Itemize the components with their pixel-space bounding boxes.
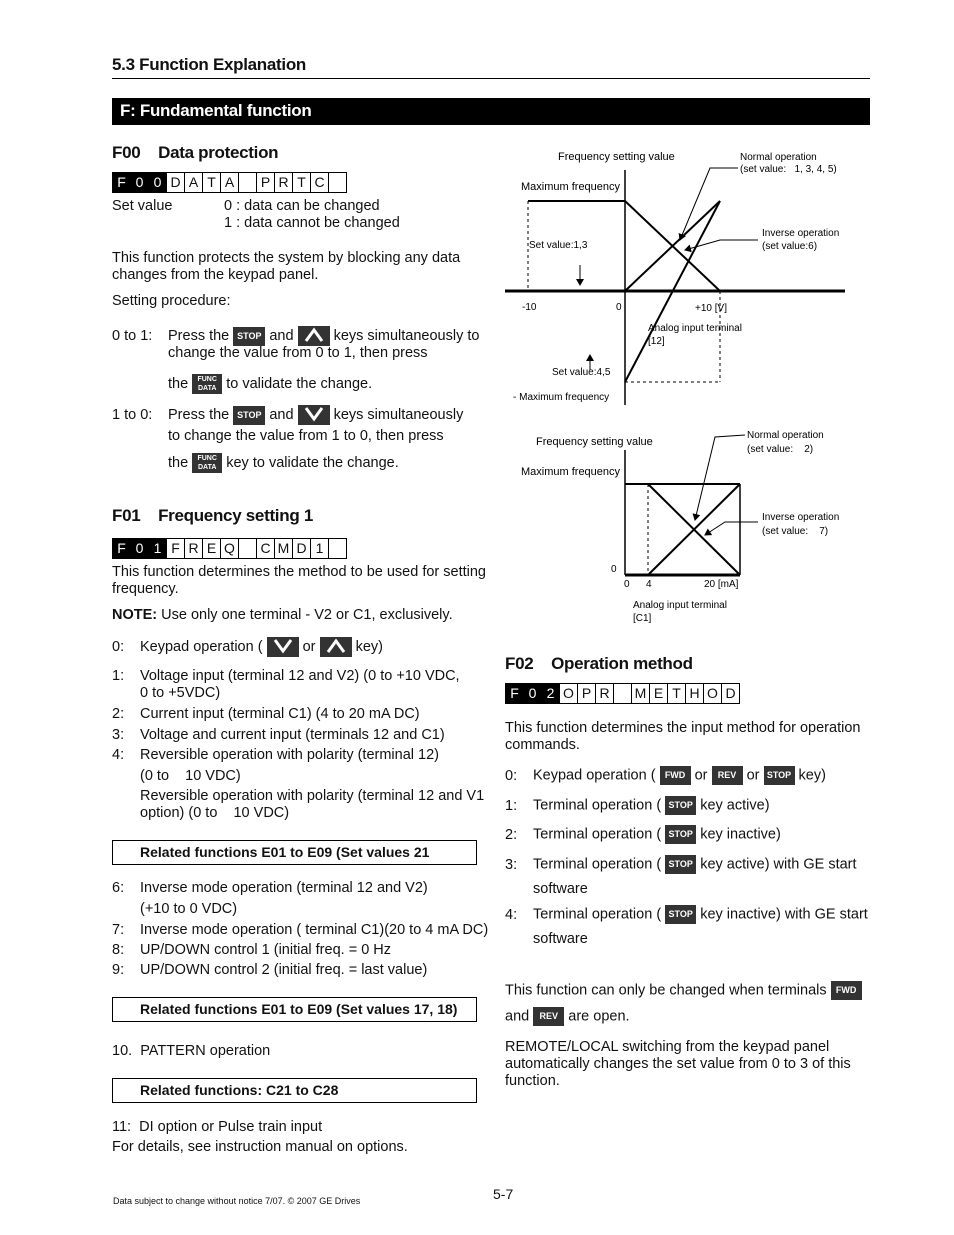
code-cell: 0: [130, 172, 149, 193]
f01-opt0-text-c: key): [355, 638, 383, 655]
f02-heading: F02 Operation method: [505, 654, 693, 673]
graph1-normal-label: Normal operation: [740, 152, 817, 163]
f02-opt2-text-b: key inactive): [700, 826, 781, 843]
f01-opt0-text-b: or: [302, 638, 316, 655]
f01-opt0-num: 0:: [112, 639, 125, 655]
code-cell: R: [274, 172, 293, 193]
code-cell: 0: [148, 172, 167, 193]
f00-step1-label: 0 to 1:: [112, 328, 153, 344]
graph2-tick-0: 0: [624, 579, 630, 590]
code-cell: 1: [310, 538, 329, 559]
f00-step2-text-e: the: [168, 454, 189, 471]
graph2-inverse-sv: (set value: 7): [762, 526, 829, 537]
stop-key-icon: STOP: [233, 406, 265, 425]
related-functions-box: [112, 1078, 477, 1103]
code-cell: F: [505, 683, 524, 704]
func-data-key-icon: [192, 453, 222, 473]
graph1-y-title: Frequency setting value: [558, 151, 675, 163]
graph1-inverse-sv: (set value:6): [762, 241, 818, 252]
down-key-icon: [267, 637, 299, 657]
fwd-key-icon: FWD: [660, 766, 691, 785]
graph1-terminal-label: Analog input terminal: [648, 323, 742, 334]
up-key-icon: [320, 637, 352, 657]
f02-opt3-num: 3:: [505, 857, 518, 873]
related-functions-box: [112, 840, 477, 865]
f02-change-text-c: are open.: [568, 1008, 630, 1025]
graph2-terminal-label: Analog input terminal: [633, 600, 727, 611]
code-cell: P: [256, 172, 275, 193]
f02-code-display: [506, 683, 740, 703]
stop-key-icon: STOP: [665, 905, 696, 924]
graph1-sv45-label: Set value:4,5: [552, 367, 611, 378]
f00-step1-text-f: to validate the change.: [226, 375, 373, 392]
f02-opt3-c: software: [533, 881, 588, 897]
graph1-tick-p10: +10 [V]: [695, 303, 727, 314]
f01-opt9-num: 9:: [112, 962, 125, 978]
code-cell: T: [202, 172, 221, 193]
f02-opt3: [533, 855, 857, 874]
f01-opt0-text-a: Keypad operation (: [140, 638, 263, 655]
f00-step1-line3: [168, 374, 372, 394]
stop-key-icon: STOP: [665, 796, 696, 815]
f00-step1-text-b: and: [269, 327, 294, 344]
rev-key-icon: REV: [712, 766, 743, 785]
data-key-label: DATA: [198, 464, 217, 471]
graph2-normal-label: Normal operation: [747, 430, 824, 441]
f01-opt5-b: option) (0 to 10 VDC): [140, 805, 290, 821]
code-cell: M: [274, 538, 293, 559]
f02-opt0-text-b: or: [694, 767, 708, 784]
func-key-label: FUNC: [197, 376, 217, 383]
f00-procedure: Setting procedure:: [112, 293, 231, 309]
f02-change-text-b: and: [505, 1008, 530, 1025]
f00-step2-line1: [168, 405, 463, 425]
graph1-negmax-label: - Maximum frequency: [513, 392, 610, 403]
f01-opt7: Inverse mode operation ( terminal C1)(20 to 4 mA DC): [140, 922, 489, 938]
graph1-tick-m10: -10: [522, 302, 537, 313]
stop-key-icon: STOP: [233, 327, 265, 346]
code-cell: F: [112, 172, 131, 193]
f01-opt4-b: (0 to 10 VDC): [140, 768, 241, 784]
section-rule: [112, 78, 870, 79]
graph2-inverse-label: Inverse operation: [762, 512, 840, 523]
f00-step2-label: 1 to 0:: [112, 407, 153, 423]
f02-remote-2: automatically changes the set value from 0 to 3 of this: [505, 1056, 851, 1072]
code-cell: O: [703, 683, 722, 704]
code-cell: [238, 172, 257, 193]
f01-opt1-num: 1:: [112, 668, 125, 684]
stop-key-icon: STOP: [764, 766, 795, 785]
stop-key-icon: STOP: [665, 855, 696, 874]
f01-opt1-a: Voltage input (terminal 12 and V2) (0 to +10 VDC,: [140, 668, 460, 684]
code-cell: P: [577, 683, 596, 704]
f01-opt7-num: 7:: [112, 922, 125, 938]
code-cell: M: [631, 683, 650, 704]
code-cell: T: [292, 172, 311, 193]
graph2-tick-4: 4: [646, 579, 652, 590]
code-cell: 0: [130, 538, 149, 559]
f00-set-value-0: 0 : data can be changed: [224, 198, 380, 214]
fwd-key-icon: FWD: [831, 981, 862, 1000]
f01-desc-1: This function determines the method to be used for setting: [112, 564, 486, 580]
f00-step2-text-c: keys simultaneously: [333, 406, 464, 423]
f02-opt0-text-a: Keypad operation (: [533, 767, 656, 784]
code-cell: 2: [541, 683, 560, 704]
f02-change-text-a: This function can only be changed when terminals: [505, 982, 827, 999]
f01-opt0: [140, 637, 383, 657]
f02-desc-2: commands.: [505, 737, 580, 753]
f01-code-display: [113, 538, 347, 558]
f00-step2-text-f: key to validate the change.: [226, 454, 399, 471]
graph2-terminal-id: [C1]: [633, 613, 652, 624]
f01-note-text: Use only one terminal - V2 or C1, exclusively.: [157, 607, 453, 623]
related-functions-text: Related functions E01 to E09 (Set values 21: [140, 844, 430, 860]
data-key-label: DATA: [198, 385, 217, 392]
f01-opt6-b: (+10 to 0 VDC): [140, 901, 238, 917]
code-cell: H: [685, 683, 704, 704]
f00-set-value-1: 1 : data cannot be changed: [224, 215, 400, 231]
code-cell: D: [292, 538, 311, 559]
f02-opt3-text-a: Terminal operation (: [533, 856, 662, 873]
footer-notice: Data subject to change without notice 7/07. © 2007 GE Drives: [113, 1196, 361, 1206]
f02-opt4-c: software: [533, 931, 588, 947]
f01-opt9: UP/DOWN control 2 (initial freq. = last value): [140, 962, 428, 978]
f02-opt4-text-a: Terminal operation (: [533, 906, 662, 923]
code-cell: R: [184, 538, 203, 559]
graph1-max-label: Maximum frequency: [521, 181, 621, 193]
f02-change-line1: [505, 981, 862, 1000]
code-cell: O: [559, 683, 578, 704]
func-data-key-icon: [192, 374, 222, 394]
f02-opt0-text-c: or: [746, 767, 760, 784]
f00-step2-text-a: Press the: [168, 406, 230, 423]
f00-heading: F00 Data protection: [112, 143, 279, 162]
f00-step2-line2: to change the value from 1 to 0, then press: [168, 428, 444, 444]
code-cell: Q: [220, 538, 239, 559]
graph1-inverse-label: Inverse operation: [762, 228, 840, 239]
code-cell: F: [166, 538, 185, 559]
f00-step2-line3: [168, 453, 399, 473]
section-bar: [112, 98, 870, 125]
graph1-normal-sv: (set value: 1, 3, 4, 5): [740, 164, 837, 175]
arrow-inverse: [705, 522, 758, 535]
code-cell: E: [649, 683, 668, 704]
frequency-graph-voltage: [500, 140, 870, 415]
f01-desc-2: frequency.: [112, 581, 179, 597]
graph2-y-title: Frequency setting value: [536, 436, 653, 448]
f02-opt4-text-b: key inactive) with GE start: [700, 906, 868, 923]
f02-opt0-text-d: key): [798, 767, 826, 784]
graph1-tick-0: 0: [616, 302, 622, 313]
f01-opt8: UP/DOWN control 1 (initial freq. = 0 Hz: [140, 942, 392, 958]
graph2-normal-sv: (set value: 2): [747, 444, 814, 455]
f02-remote-1: REMOTE/LOCAL switching from the keypad panel: [505, 1039, 830, 1055]
f01-opt3-num: 3:: [112, 727, 125, 743]
f01-opt6-a: Inverse mode operation (terminal 12 and V2): [140, 880, 428, 896]
up-key-icon: [298, 326, 330, 346]
arrow-normal: [695, 435, 745, 520]
code-cell: A: [184, 172, 203, 193]
f01-opt3: Voltage and current input (terminals 12 and C1): [140, 727, 445, 743]
f00-desc-1: This function protects the system by blocking any data: [112, 250, 461, 266]
code-cell: R: [595, 683, 614, 704]
f01-opt10: 10. PATTERN operation: [112, 1043, 271, 1059]
frequency-graph-current: [500, 425, 870, 630]
page-number: 5-7: [493, 1186, 514, 1202]
f02-opt2: [533, 825, 781, 844]
f01-note-label: NOTE:: [112, 607, 158, 623]
f01-opt11: 11: DI option or Pulse train input: [112, 1119, 323, 1135]
code-cell: [238, 538, 257, 559]
code-cell: D: [721, 683, 740, 704]
f00-code-display: [113, 172, 347, 192]
code-cell: E: [202, 538, 221, 559]
section-bar-title: F: Fundamental function: [120, 101, 312, 120]
graph2-max-label: Maximum frequency: [521, 466, 621, 478]
related-functions-text: Related functions E01 to E09 (Set values 17, 18): [140, 1001, 458, 1017]
f01-heading: F01 Frequency setting 1: [112, 506, 313, 525]
f00-step1-text-e: the: [168, 375, 189, 392]
graph2-tick-20: 20 [mA]: [704, 579, 739, 590]
code-cell: A: [220, 172, 239, 193]
code-cell: [613, 683, 632, 704]
f00-step1-line2: change the value from 0 to 1, then press: [168, 345, 428, 361]
f02-opt0: [533, 766, 826, 785]
code-cell: T: [667, 683, 686, 704]
f02-opt1-num: 1:: [505, 798, 518, 814]
f01-note: [112, 607, 453, 624]
f02-opt1: [533, 796, 770, 815]
code-cell: C: [256, 538, 275, 559]
f01-opt2-num: 2:: [112, 706, 125, 722]
func-key-label: FUNC: [197, 455, 217, 462]
f00-set-value-label: Set value: [112, 198, 173, 214]
code-cell: 1: [148, 538, 167, 559]
f02-change-line2: [505, 1007, 630, 1026]
f01-opt8-num: 8:: [112, 942, 125, 958]
f00-desc-2: changes from the keypad panel.: [112, 267, 319, 283]
f02-opt3-text-b: key active) with GE start: [700, 856, 857, 873]
arrow-normal: [680, 168, 738, 240]
down-key-icon: [298, 405, 330, 425]
f02-desc-1: This function determines the input method for operation: [505, 720, 861, 736]
f00-step2-text-b: and: [269, 406, 294, 423]
f02-opt2-num: 2:: [505, 827, 518, 843]
f01-opt6-num: 6:: [112, 880, 125, 896]
f02-opt4-num: 4:: [505, 907, 518, 923]
code-cell: D: [166, 172, 185, 193]
f00-step1-line1: [168, 326, 479, 346]
f01-opt4-a: Reversible operation with polarity (terminal 12): [140, 747, 439, 763]
f01-opt1-b: 0 to +5VDC): [140, 685, 221, 701]
code-cell: [328, 172, 347, 193]
graph1-terminal-id: [12]: [648, 336, 665, 347]
code-cell: F: [112, 538, 131, 559]
code-cell: 0: [523, 683, 542, 704]
f02-opt0-num: 0:: [505, 768, 518, 784]
f02-opt4: [533, 905, 868, 924]
f01-opt5-a: Reversible operation with polarity (terminal 12 and V1: [140, 788, 485, 804]
code-cell: [328, 538, 347, 559]
section-title: 5.3 Function Explanation: [112, 55, 306, 74]
f00-step1-text-c: keys simultaneously to: [333, 327, 480, 344]
stop-key-icon: STOP: [665, 825, 696, 844]
graph1-sv13-label: Set value:1,3: [529, 240, 588, 251]
f01-details: For details, see instruction manual on options.: [112, 1139, 408, 1155]
graph2-y0-label: 0: [611, 564, 617, 575]
rev-key-icon: REV: [533, 1007, 564, 1026]
f02-remote-3: function.: [505, 1073, 560, 1089]
f02-opt2-text-a: Terminal operation (: [533, 826, 662, 843]
f01-opt2: Current input (terminal C1) (4 to 20 mA DC): [140, 706, 420, 722]
f02-opt1-text-a: Terminal operation (: [533, 797, 662, 814]
related-functions-box: [112, 997, 477, 1022]
f00-step1-text-a: Press the: [168, 327, 230, 344]
f02-opt1-text-b: key active): [700, 797, 770, 814]
code-cell: C: [310, 172, 329, 193]
related-functions-text: Related functions: C21 to C28: [140, 1082, 339, 1098]
f01-opt4-num: 4:: [112, 747, 125, 763]
